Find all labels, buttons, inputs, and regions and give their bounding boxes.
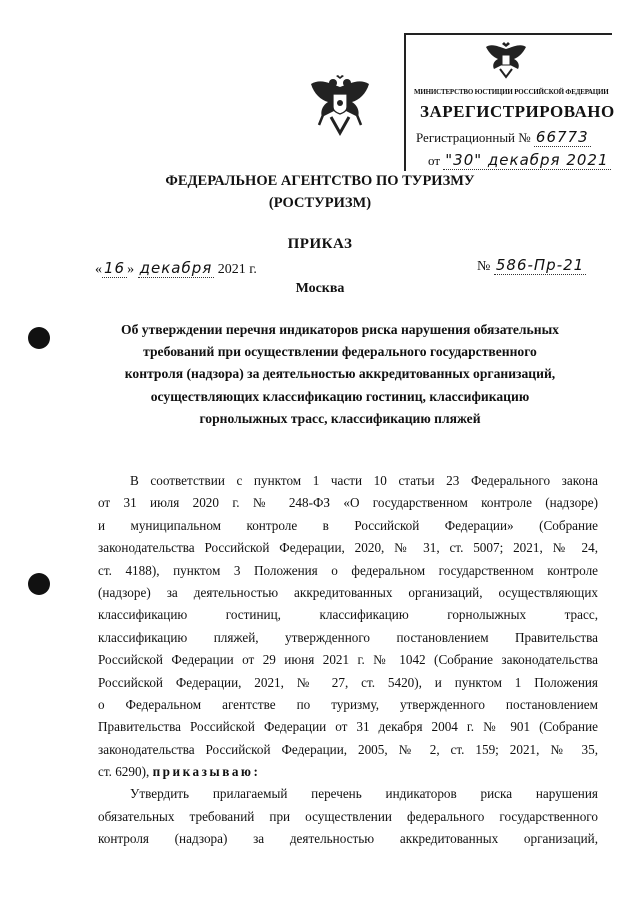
body-line: (надзоре) за деятельностью аккредитованных организаций, осуществляющих xyxy=(98,584,598,600)
document-title xyxy=(100,319,580,430)
title-line: осуществляющих классификацию гостиниц, классификацию xyxy=(150,388,530,404)
body-line: Утвердить прилагаемый перечень индикаторов риска нарушения xyxy=(130,786,598,802)
stamp-reg-label: Регистрационный № xyxy=(416,130,531,145)
body-line: Российской Федерации, 2021, № 27, ст. 5420), и пунктом 1 Положения xyxy=(98,674,598,690)
body-line: законодательства Российской Федерации, 2020, № 31, ст. 5007; 2021, № 24, xyxy=(98,540,598,556)
stamp-reg-number: 66773 xyxy=(535,128,589,146)
body-line: контроля (надзора) за деятельностью аккредитованных организаций, xyxy=(98,831,598,847)
stamp-date-line xyxy=(428,151,611,169)
title-line: Об утверждении перечня индикаторов риска нарушения обязательных xyxy=(121,322,559,337)
document-type: ПРИКАЗ xyxy=(287,236,353,252)
order-number xyxy=(477,256,586,275)
body-line: о Федеральном агентстве по туризму, утвержденного постановлением xyxy=(98,696,598,712)
number-value: 586-Пр-21 xyxy=(495,256,585,274)
order-word: приказываю xyxy=(152,764,254,780)
date-month: декабря xyxy=(139,259,213,277)
document-body xyxy=(98,470,598,851)
agency-name: ФЕДЕРАЛЬНОЕ АГЕНТСТВО ПО ТУРИЗМУ xyxy=(165,173,475,189)
stamp-date-value: "30" декабря 2021 xyxy=(445,151,609,169)
body-line: классификацию гостиниц, классификацию горнолыжных трасс, xyxy=(98,607,598,623)
body-line: Правительства Российской Федерации от 31 декабря 2004 г. № 901 (Собрание xyxy=(98,719,598,735)
body-line-order xyxy=(98,761,598,783)
body-line: ст. 4188), пунктом 3 Положения о федеральном государственном контроле xyxy=(98,562,598,578)
body-line: от 31 июля 2020 г. № 248-ФЗ «О государственном контроле (надзоре) xyxy=(98,495,598,511)
date-year: 2021 г. xyxy=(217,262,257,277)
title-line: горнолыжных трасс, классификацию пляжей xyxy=(199,410,481,426)
title-line: контроля (надзора) за деятельностью аккредитованных организаций, xyxy=(124,366,556,382)
date-close-quote: » xyxy=(127,262,135,277)
coat-of-arms-icon xyxy=(309,75,371,137)
body-line: обязательных требований при осуществлении федерального государственного xyxy=(98,808,598,824)
body-line: классификацию пляжей, утвержденного постановлением Правительства xyxy=(98,629,598,645)
punch-hole-bottom xyxy=(28,573,50,595)
stamp-ministry-name: МИНИСТЕРСТВО ЮСТИЦИИ РОССИЙСКОЙ ФЕДЕРАЦИИ xyxy=(414,88,609,96)
order-colon: : xyxy=(253,764,258,780)
body-line: Российской Федерации от 29 июня 2021 г. № 1042 (Собрание законодательства xyxy=(98,652,598,668)
body-line: законодательства Российской Федерации, 2005, № 2, ст. 159; 2021, № 35, xyxy=(98,741,598,757)
agency-short-name: (РОСТУРИЗМ) xyxy=(268,195,372,211)
number-prefix: № xyxy=(477,259,491,274)
stamp-eagle-icon xyxy=(484,41,528,81)
date-open-quote: « xyxy=(95,262,102,277)
body-line: В соответствии с пунктом 1 части 10 статьи 23 Федерального закона xyxy=(130,473,598,488)
punch-hole-top xyxy=(28,327,50,349)
stamp-date-prefix: от xyxy=(428,153,441,168)
order-ref-prefix: ст. 6290), xyxy=(98,764,150,780)
stamp-status: ЗАРЕГИСТРИРОВАНО xyxy=(420,102,615,121)
registration-stamp xyxy=(404,33,615,171)
body-line: и муниципальном контроле в Российской Федерации» (Собрание xyxy=(98,517,598,533)
city: Москва xyxy=(295,281,345,296)
date-day: 16 xyxy=(104,259,126,277)
order-date xyxy=(95,259,257,278)
stamp-registration-line xyxy=(416,128,591,146)
title-line: требований при осуществлении федерального государственного xyxy=(143,344,537,360)
